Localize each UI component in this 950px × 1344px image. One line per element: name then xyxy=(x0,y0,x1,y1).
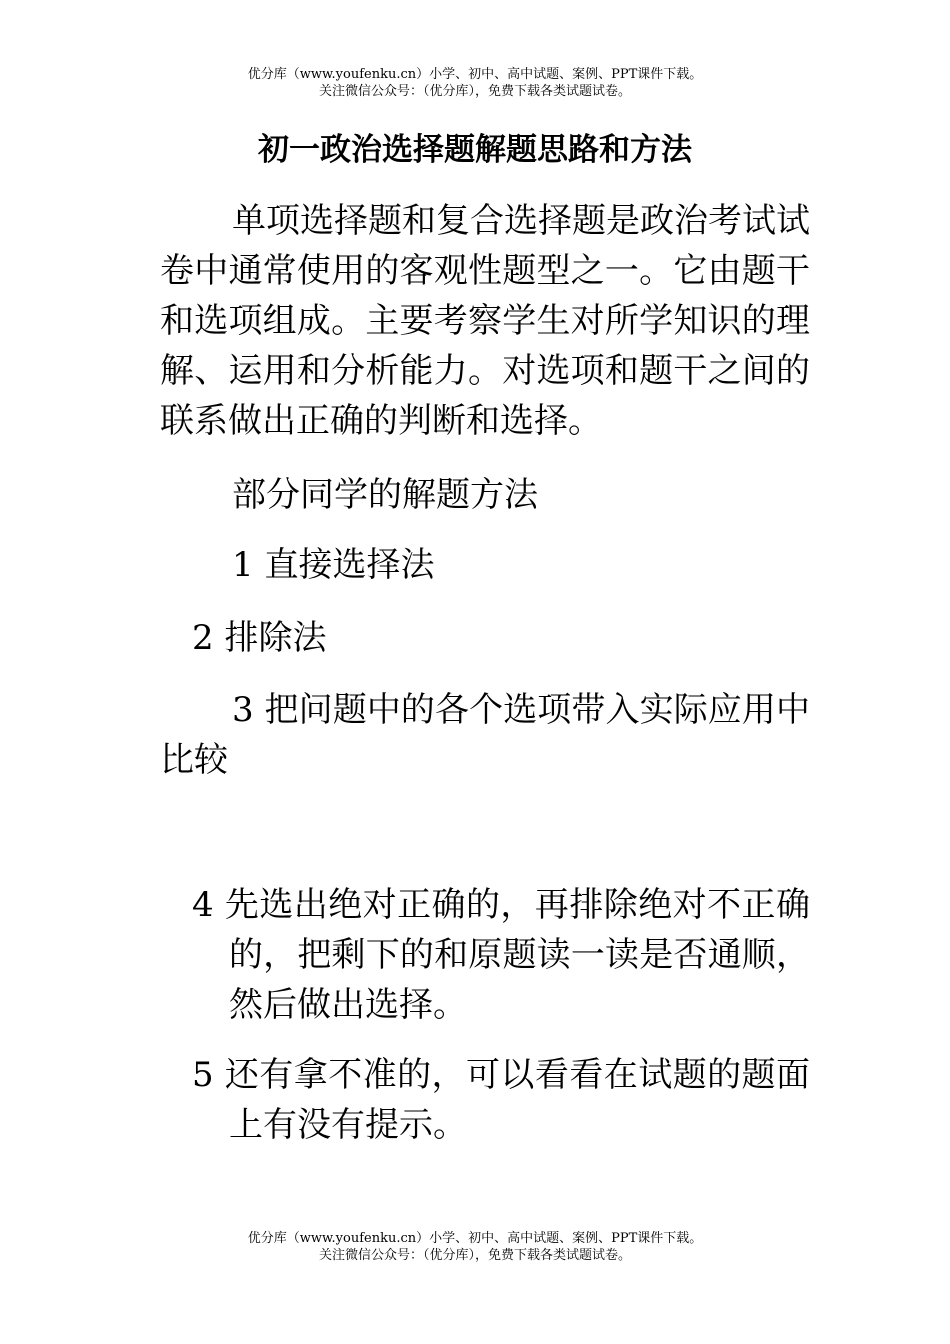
method-item-4: 4 先选出绝对正确的，再排除绝对不正确的，把剩下的和原题读一读是否通顺，然后做出选择。 xyxy=(192,885,810,1025)
intro-paragraph: 单项选择题和复合选择题是政治考试试卷中通常使用的客观性题型之一。它由题干和选项组成。主要考察学生对所学知识的理解、运用和分析能力。对选项和题干之间的联系做出正确的判断和选择。 xyxy=(160,201,810,441)
method-item-2: 2 排除法 xyxy=(192,618,327,658)
document-title: 初一政治选择题解题思路和方法 xyxy=(258,132,692,168)
method-item-3: 3 把问题中的各个选项带入实际应用中比较 xyxy=(160,690,810,780)
method-item-1: 1 直接选择法 xyxy=(232,545,435,585)
header-line-1: 优分库（www.youfenku.cn）小学、初中、高中试题、案例、PPT课件下载。 xyxy=(247,67,703,82)
header-line-2: 关注微信公众号：（优分库），免费下载各类试题试卷。 xyxy=(318,84,631,99)
footer-line-1: 优分库（www.youfenku.cn）小学、初中、高中试题、案例、PPT课件下载。 xyxy=(247,1231,703,1246)
footer-line-2: 关注微信公众号：（优分库），免费下载各类试题试卷。 xyxy=(318,1248,631,1263)
method-item-5: 5 还有拿不准的，可以看看在试题的题面上有没有提示。 xyxy=(192,1055,810,1145)
page-header xyxy=(0,66,950,100)
methods-heading: 部分同学的解题方法 xyxy=(232,475,538,515)
page-footer xyxy=(0,1230,950,1264)
